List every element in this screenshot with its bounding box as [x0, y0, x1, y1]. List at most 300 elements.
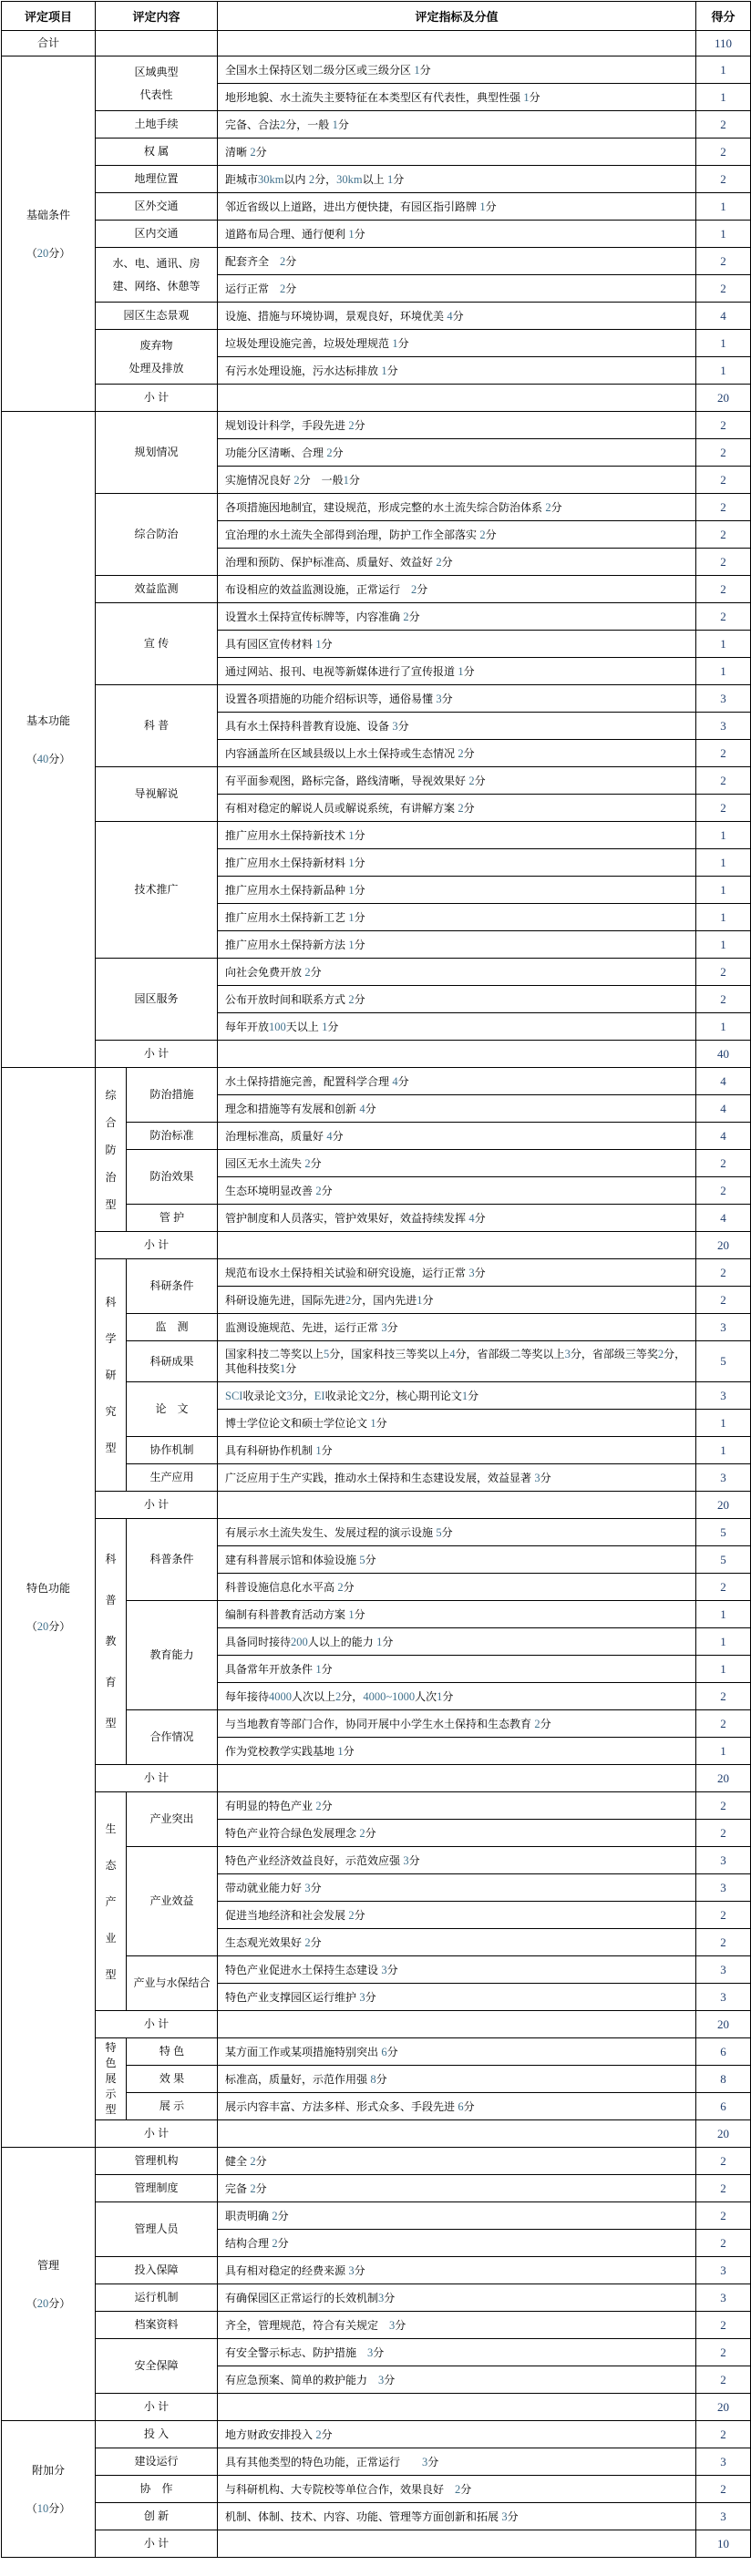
indicator-cell: 配套齐全 2分 — [218, 248, 696, 275]
subtotal-row — [2, 385, 751, 412]
number-text: 1 — [720, 1019, 726, 1033]
total-empty-content-cell — [96, 31, 218, 56]
number-text: 5 — [720, 1524, 726, 1539]
subtotal-score-cell — [696, 385, 751, 412]
number-text: 20 — [717, 1237, 730, 1252]
number-text: 2 — [720, 1688, 726, 1703]
indicator-cell: 广泛应用于生产实践，推动水土保持和生态建设发展，效益显著 3分 — [218, 1464, 696, 1492]
subtotal-score-cell — [696, 2011, 751, 2038]
number-text: 3 — [348, 2263, 355, 2277]
total-empty-indicator-cell — [218, 31, 696, 56]
number-text: 1 — [720, 335, 726, 350]
number-text: 1 — [720, 1634, 726, 1648]
indicator-cell: 推广应用水土保持新技术 1分 — [218, 822, 696, 849]
indicator-cell: 具备同时接待200人以上的能力 1分 — [218, 1628, 696, 1656]
number-text: 4 — [392, 1074, 398, 1088]
score-cell — [696, 1259, 751, 1287]
score-cell — [696, 2148, 751, 2175]
group-label-cell: 效益监测 — [96, 576, 218, 603]
number-text: 3 — [403, 1853, 409, 1867]
number-text: 3 — [359, 1990, 365, 2004]
number-text: 100 — [269, 1020, 286, 1033]
number-text: 2 — [720, 1155, 726, 1170]
group-label-cell: 防治措施 — [127, 1068, 218, 1123]
number-text: 1 — [720, 909, 726, 924]
table-row — [2, 2284, 751, 2312]
number-text: 2 — [250, 2154, 256, 2168]
indicator-cell: 推广应用水土保持新方法 1分 — [218, 931, 696, 959]
subtotal-label-cell: 小 计 — [96, 2394, 218, 2421]
section-label-cell: 管理 （20分） — [2, 2148, 96, 2421]
group-label-cell: 技术推广 — [96, 822, 218, 959]
number-text: 6 — [381, 2045, 387, 2058]
indicator-cell: 具有水土保持科普教育设施、设备 3分 — [218, 713, 696, 740]
score-cell — [696, 521, 751, 549]
table-row — [2, 685, 751, 713]
score-cell — [696, 1710, 751, 1738]
number-text: 1 — [720, 1442, 726, 1457]
number-text: EI — [314, 1389, 325, 1402]
number-text: 2 — [250, 145, 256, 159]
number-text: 20 — [717, 1770, 730, 1785]
number-text: 30km — [336, 172, 363, 186]
number-text: 4 — [720, 1128, 726, 1143]
indicator-cell: SCI收录论文3分，EI收录论文2分，核心期刊论文1分 — [218, 1382, 696, 1410]
indicator-cell: 设施、措施与环境协调，景观良好，环境优美 4分 — [218, 303, 696, 330]
table-row — [2, 1792, 751, 1820]
subtotal-row — [2, 1492, 751, 1519]
indicator-cell: 功能分区清晰、合理 2分 — [218, 439, 696, 467]
number-text: 3 — [392, 719, 398, 733]
number-text: 2 — [720, 800, 726, 815]
number-text: 3 — [367, 2345, 374, 2359]
score-cell — [696, 658, 751, 685]
indicator-cell: 特色产业经济效益良好，示范效应强 3分 — [218, 1847, 696, 1874]
subtotal-row — [2, 1041, 751, 1068]
group-label-cell: 运行机制 — [96, 2284, 218, 2312]
number-text: 1 — [720, 636, 726, 651]
number-text: 1 — [523, 90, 530, 104]
group-label-cell: 管理制度 — [96, 2175, 218, 2202]
indicator-cell: 具有科研协作机制 1分 — [218, 1437, 696, 1464]
table-row — [2, 822, 751, 849]
number-text: 4 — [447, 309, 453, 323]
subtotal-row — [2, 2011, 751, 2038]
col-header-score: 得分 — [696, 2, 751, 31]
score-cell — [696, 1956, 751, 1984]
number-text: 2 — [280, 282, 286, 295]
table-row — [2, 1519, 751, 1546]
indicator-cell: 生态环境明显改善 2分 — [218, 1177, 696, 1205]
subtotal-row — [2, 1765, 751, 1792]
number-text: 2 — [720, 773, 726, 787]
table-row — [2, 2339, 751, 2366]
group-label-cell: 综合防治 — [96, 494, 218, 576]
table-row — [2, 2257, 751, 2284]
subtotal-score-cell — [696, 2530, 751, 2558]
indicator-cell: 管护制度和人员落实，管护效果好，效益持续发挥 4分 — [218, 1205, 696, 1232]
score-cell — [696, 56, 751, 84]
indicator-cell: 完备、合法2分，一般 1分 — [218, 111, 696, 139]
table-row — [2, 603, 751, 631]
indicator-cell: 特色产业促进水土保持生态建设 3分 — [218, 1956, 696, 1984]
table-row — [2, 139, 751, 166]
type-label-vertical-text: 科 普 教 育 型 — [105, 1553, 117, 1729]
indicator-cell: 公布开放时间和联系方式 2分 — [218, 986, 696, 1013]
number-text: 2 — [720, 144, 726, 159]
number-text: 1 — [322, 1020, 328, 1033]
number-text: 1 — [437, 1689, 443, 1703]
col-header-indicator: 评定指标及分值 — [218, 2, 696, 31]
number-text: 5 — [324, 1348, 330, 1360]
indicator-cell: 完备 2分 — [218, 2175, 696, 2202]
group-label-cell: 土地手续 — [96, 111, 218, 139]
table-row — [2, 2448, 751, 2476]
number-text: 1 — [417, 1293, 423, 1307]
number-text: 2 — [720, 581, 726, 596]
number-text: 2 — [304, 1156, 311, 1170]
type-label-vertical-text: 特 色 展 示 型 — [105, 2041, 117, 2116]
group-label-cell: 建设运行 — [96, 2448, 218, 2476]
number-text: 2 — [272, 2236, 278, 2250]
number-text: 2 — [455, 2482, 461, 2496]
score-cell — [696, 2202, 751, 2230]
group-label-cell: 产业突出 — [127, 1792, 218, 1847]
group-label-cell: 水、电、通讯、房 建、网络、休憩等 — [96, 248, 218, 303]
col-header-content: 评定内容 — [96, 2, 218, 31]
number-text: 2 — [720, 417, 726, 432]
number-text: 20 — [36, 246, 49, 260]
score-cell — [696, 1068, 751, 1095]
indicator-cell: 具有相对稳定的经费来源 3分 — [218, 2257, 696, 2284]
indicator-cell: 有平面参观图，路标完备，路线清晰，导视效果好 2分 — [218, 767, 696, 795]
number-text: 2 — [315, 1799, 322, 1812]
score-cell — [696, 1464, 751, 1492]
number-text: 2 — [720, 281, 726, 295]
table-row — [2, 221, 751, 248]
group-label-cell: 导视解说 — [96, 767, 218, 822]
score-cell — [696, 1738, 751, 1765]
number-text: 2 — [720, 1579, 726, 1594]
subtotal-label-cell: 小 计 — [96, 1232, 218, 1259]
score-cell — [696, 631, 751, 658]
score-cell — [696, 959, 751, 986]
score-cell — [696, 2066, 751, 2093]
group-label-cell: 效 果 — [127, 2066, 218, 2093]
group-label-cell: 防治效果 — [127, 1150, 218, 1205]
number-text: 1 — [458, 664, 464, 678]
score-cell — [696, 166, 751, 193]
indicator-cell: 具有园区宣传材料 1分 — [218, 631, 696, 658]
table-header-row — [2, 2, 751, 31]
number-text: 2 — [345, 1293, 352, 1307]
evaluation-table-body — [2, 31, 751, 2558]
section-label-cell: 附加分 （10分） — [2, 2421, 96, 2558]
number-text: 4000 — [269, 1689, 293, 1703]
indicator-cell: 地方财政安排投入 2分 — [218, 2421, 696, 2448]
number-text: 1 — [315, 1443, 322, 1457]
indicator-cell: 实施情况良好 2分 一般1分 — [218, 467, 696, 494]
group-label-cell: 园区生态景观 — [96, 303, 218, 330]
score-cell — [696, 2038, 751, 2066]
score-cell — [696, 2230, 751, 2257]
number-text: 2 — [403, 610, 409, 623]
number-text: 1 — [315, 1662, 322, 1676]
indicator-cell: 具有其他类型的特色功能，正常运行 3分 — [218, 2448, 696, 2476]
number-text: 20 — [717, 2017, 730, 2031]
indicator-cell: 垃圾处理设施完善，垃圾处理规范 1分 — [218, 330, 696, 357]
score-cell — [696, 221, 751, 248]
indicator-cell: 设置各项措施的功能介绍标识等，通俗易懂 3分 — [218, 685, 696, 713]
score-cell — [696, 849, 751, 877]
subtotal-row — [2, 2530, 751, 2558]
group-label-cell: 教育能力 — [127, 1601, 218, 1710]
number-text: 2 — [720, 117, 726, 131]
number-text: 2 — [315, 1184, 322, 1197]
score-cell — [696, 2448, 751, 2476]
number-text: 3 — [720, 718, 726, 733]
number-text: 2 — [326, 446, 333, 459]
indicator-cell: 有污水处理设施，污水达标排放 1分 — [218, 357, 696, 385]
indicator-cell: 建有科普展示馆和体验设施 5分 — [218, 1546, 696, 1574]
number-text: 3 — [564, 1348, 571, 1360]
subtotal-label-cell: 小 计 — [96, 1765, 218, 1792]
number-text: 1 — [280, 1362, 286, 1375]
group-label-cell: 防治标准 — [127, 1123, 218, 1150]
number-text: 1 — [720, 937, 726, 951]
subtotal-score-cell — [696, 1492, 751, 1519]
score-cell — [696, 330, 751, 357]
score-cell — [696, 1123, 751, 1150]
number-text: 40 — [717, 1046, 730, 1061]
group-label-cell: 展 示 — [127, 2093, 218, 2120]
number-text: 2 — [468, 774, 475, 787]
subtotal-score-cell — [696, 2120, 751, 2148]
table-row — [2, 2148, 751, 2175]
subtotal-empty-cell — [218, 1041, 696, 1068]
table-row — [2, 2503, 751, 2530]
number-text: 6 — [720, 2099, 726, 2113]
score-cell — [696, 1929, 751, 1956]
indicator-cell: 科研设施先进，国际先进2分，国内先进1分 — [218, 1287, 696, 1314]
group-label-cell: 科普条件 — [127, 1519, 218, 1601]
indicator-cell: 设置水土保持宣传标牌等，内容准确 2分 — [218, 603, 696, 631]
number-text: 2 — [348, 1908, 355, 1922]
group-label-cell: 产业效益 — [127, 1847, 218, 1956]
number-text: 3 — [720, 1989, 726, 2004]
table-row — [2, 576, 751, 603]
score-cell — [696, 1601, 751, 1628]
number-text: 1 — [720, 1415, 726, 1430]
score-cell — [696, 549, 751, 576]
group-label-cell: 区域典型 代表性 — [96, 56, 218, 111]
score-cell — [696, 2421, 751, 2448]
score-cell — [696, 248, 751, 275]
number-text: 3 — [720, 1962, 726, 1976]
number-text: 2 — [479, 528, 486, 541]
section-label-cell: 特色功能 （20分） — [2, 1068, 96, 2148]
score-cell — [696, 603, 751, 631]
number-text: 3 — [720, 2263, 726, 2277]
number-text: 2 — [720, 1935, 726, 1949]
number-text: 1 — [348, 910, 355, 924]
number-text: 2 — [335, 1689, 342, 1703]
number-text: 4 — [468, 1211, 475, 1225]
table-row — [2, 2476, 751, 2503]
group-label-cell: 科研条件 — [127, 1259, 218, 1314]
number-text: 6 — [720, 2044, 726, 2058]
score-cell — [696, 84, 751, 111]
evaluation-criteria-document — [0, 1, 751, 2558]
score-cell — [696, 685, 751, 713]
subtotal-score-cell — [696, 2394, 751, 2421]
number-text: 10 — [36, 2501, 49, 2515]
table-row — [2, 2312, 751, 2339]
subtotal-score-cell — [696, 1041, 751, 1068]
section-label-cell: 基本功能 （40分） — [2, 412, 96, 1068]
group-label-cell: 监 测 — [127, 1314, 218, 1341]
number-text: 30km — [258, 172, 284, 186]
number-text: 1 — [414, 63, 420, 77]
indicator-cell: 水土保持措施完善，配置科学合理 4分 — [218, 1068, 696, 1095]
type-label-cell — [96, 1068, 127, 1232]
group-label-cell: 档案资料 — [96, 2312, 218, 2339]
number-text: 2 — [337, 1580, 344, 1594]
subtotal-empty-cell — [218, 1765, 696, 1792]
number-text: 2 — [304, 965, 311, 979]
number-text: 1 — [370, 1416, 376, 1430]
score-cell — [696, 275, 751, 303]
score-cell — [696, 1847, 751, 1874]
number-text: 2 — [720, 445, 726, 459]
indicator-cell: 带动就业能力好 3分 — [218, 1874, 696, 1902]
number-text: 200 — [291, 1635, 308, 1648]
subtotal-label-cell: 小 计 — [96, 1041, 218, 1068]
number-text: SCI — [225, 1389, 243, 1402]
number-text: 2 — [720, 1292, 726, 1307]
number-text: 2 — [720, 1907, 726, 1922]
number-text: 2 — [304, 1935, 311, 1949]
score-cell — [696, 713, 751, 740]
score-cell — [696, 1574, 751, 1601]
col-header-project: 评定项目 — [2, 2, 96, 31]
indicator-cell: 编制有科普教育活动方案 1分 — [218, 1601, 696, 1628]
number-text: 3 — [720, 691, 726, 705]
indicator-cell: 特色产业支撑园区运行维护 3分 — [218, 1984, 696, 2011]
indicator-cell: 某方面工作或某项措施特别突出 6分 — [218, 2038, 696, 2066]
number-text: 20 — [717, 2126, 730, 2140]
number-text: 4 — [449, 1348, 456, 1360]
indicator-cell: 国家科技二等奖以上5分，国家科技三等奖以上4分，省部级二等奖以上3分，省部级三等奖2分，其他科技奖1分 — [218, 1341, 696, 1382]
table-row — [2, 767, 751, 795]
table-row — [2, 2038, 751, 2066]
number-text: 5 — [720, 1552, 726, 1566]
type-label-cell — [96, 1259, 127, 1492]
number-text: 2 — [545, 500, 551, 514]
score-cell — [696, 1177, 751, 1205]
group-label-cell: 安全保障 — [96, 2339, 218, 2394]
number-text: 2 — [280, 254, 286, 268]
group-label-cell: 投 入 — [96, 2421, 218, 2448]
number-text: 4 — [359, 1102, 365, 1115]
number-text: 2 — [720, 991, 726, 1006]
score-cell — [696, 1437, 751, 1464]
group-label-cell: 创 新 — [96, 2503, 218, 2530]
number-text: 2 — [720, 1798, 726, 1812]
indicator-cell: 有相对稳定的解说人员或解说系统，有讲解方案 2分 — [218, 795, 696, 822]
indicator-cell: 标准高，质量好，示范作用强 8分 — [218, 2066, 696, 2093]
number-text: 1 — [337, 1744, 344, 1758]
number-text: 1 — [720, 363, 726, 377]
score-cell — [696, 1546, 751, 1574]
score-cell — [696, 1410, 751, 1437]
number-text: 2 — [272, 2209, 278, 2222]
score-cell — [696, 931, 751, 959]
number-text: 1 — [348, 227, 355, 241]
number-text: 2 — [368, 1389, 375, 1402]
evaluation-table — [1, 1, 751, 2558]
indicator-cell: 博士学位论文和硕士学位论文 1分 — [218, 1410, 696, 1437]
group-label-cell: 区外交通 — [96, 193, 218, 221]
table-row — [2, 111, 751, 139]
number-text: 2 — [534, 1717, 540, 1730]
score-cell — [696, 1095, 751, 1123]
number-text: 3 — [389, 2318, 396, 2332]
indicator-cell: 职责明确 2分 — [218, 2202, 696, 2230]
score-cell — [696, 193, 751, 221]
number-text: 1 — [348, 883, 355, 897]
type-label-vertical-text: 科 学 研 究 型 — [105, 1296, 117, 1454]
number-text: 20 — [717, 390, 730, 405]
group-label-cell: 特 色 — [127, 2038, 218, 2066]
score-cell — [696, 494, 751, 521]
number-text: 4000~1000 — [363, 1689, 416, 1703]
score-cell — [696, 2093, 751, 2120]
subtotal-label-cell: 小 计 — [96, 385, 218, 412]
subtotal-score-cell — [696, 1765, 751, 1792]
table-row — [2, 2421, 751, 2448]
number-text: 2 — [720, 1183, 726, 1197]
indicator-cell: 与科研机构、大专院校等单位合作，效果良好 2分 — [218, 2476, 696, 2503]
number-text: 1 — [720, 62, 726, 77]
subtotal-empty-cell — [218, 1232, 696, 1259]
number-text: 1 — [720, 827, 726, 842]
number-text: 3 — [422, 2455, 428, 2468]
indicator-cell: 作为党校教学实践基地 1分 — [218, 1738, 696, 1765]
score-cell — [696, 877, 751, 904]
number-text: 20 — [36, 1620, 49, 1633]
number-text: 1 — [720, 1743, 726, 1758]
score-cell — [696, 795, 751, 822]
indicator-cell: 科普设施信息化水平高 2分 — [218, 1574, 696, 1601]
number-text: 1 — [720, 663, 726, 678]
indicator-cell: 清晰 2分 — [218, 139, 696, 166]
indicator-cell: 理念和措施等有发展和创新 4分 — [218, 1095, 696, 1123]
score-cell — [696, 1205, 751, 1232]
number-text: 2 — [359, 1826, 365, 1840]
table-row — [2, 56, 751, 84]
number-text: 40 — [36, 752, 49, 765]
group-label-cell: 合作情况 — [127, 1710, 218, 1765]
number-text: 1 — [386, 172, 394, 186]
score-cell — [696, 767, 751, 795]
number-text: 1 — [348, 938, 355, 951]
number-text: 1 — [315, 637, 322, 651]
number-text: 1 — [343, 473, 349, 487]
score-cell — [696, 139, 751, 166]
score-cell — [696, 467, 751, 494]
subtotal-row — [2, 1232, 751, 1259]
